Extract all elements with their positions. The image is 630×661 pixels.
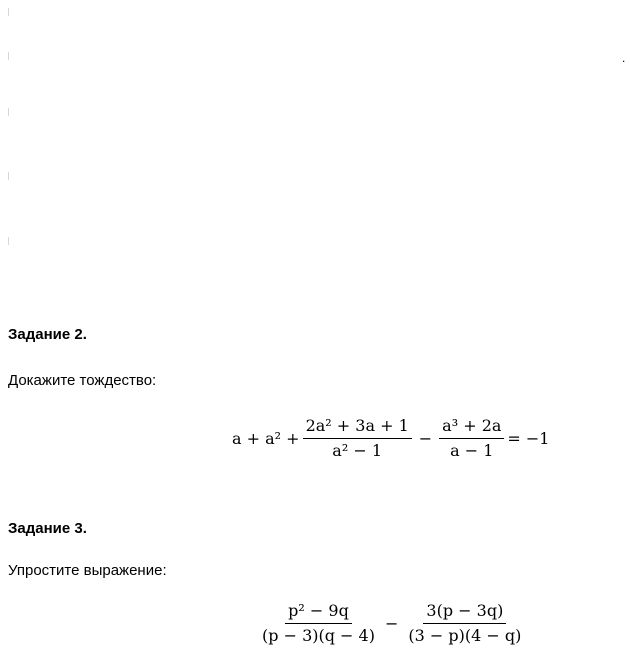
margin-mark: [8, 108, 9, 116]
task2-fraction-2-numerator: a³ + 2a: [439, 416, 504, 439]
task3-heading: Задание 3.: [8, 520, 87, 537]
task2-fraction-2-denominator: a − 1: [450, 440, 494, 460]
task2-fraction-1: [303, 416, 412, 461]
task3-fraction-1-numerator: p² − 9q: [285, 601, 352, 624]
task2-fraction-1-denominator: a² − 1: [332, 440, 383, 460]
task3-fraction-2-numerator: 3(p − 3q): [423, 601, 506, 624]
task3-formula: [256, 598, 527, 648]
task2-fraction-2: [439, 416, 504, 461]
task2-fraction-1-numerator: 2a² + 3a + 1: [303, 416, 412, 439]
task2-right-side: = −1: [507, 428, 550, 448]
task3-minus-sign: −: [384, 613, 399, 633]
margin-mark: [8, 8, 9, 16]
task3-fraction-2-denominator: (3 − p)(4 − q): [408, 625, 522, 645]
task2-formula: [232, 413, 549, 463]
task3-fraction-1: [259, 601, 378, 646]
task3-fraction-2: [405, 601, 524, 646]
task3-instruction: Упростите выражение:: [8, 562, 167, 579]
page-marker-dot: .: [622, 51, 626, 65]
margin-mark: [8, 52, 9, 60]
task2-formula-left: a + a² +: [232, 428, 300, 448]
margin-mark: [8, 172, 9, 180]
task2-heading: Задание 2.: [8, 326, 87, 343]
task3-fraction-1-denominator: (p − 3)(q − 4): [262, 625, 375, 645]
task2-instruction: Докажите тождество:: [8, 372, 157, 389]
task2-minus-sign: −: [418, 428, 433, 448]
margin-mark: [8, 237, 9, 245]
